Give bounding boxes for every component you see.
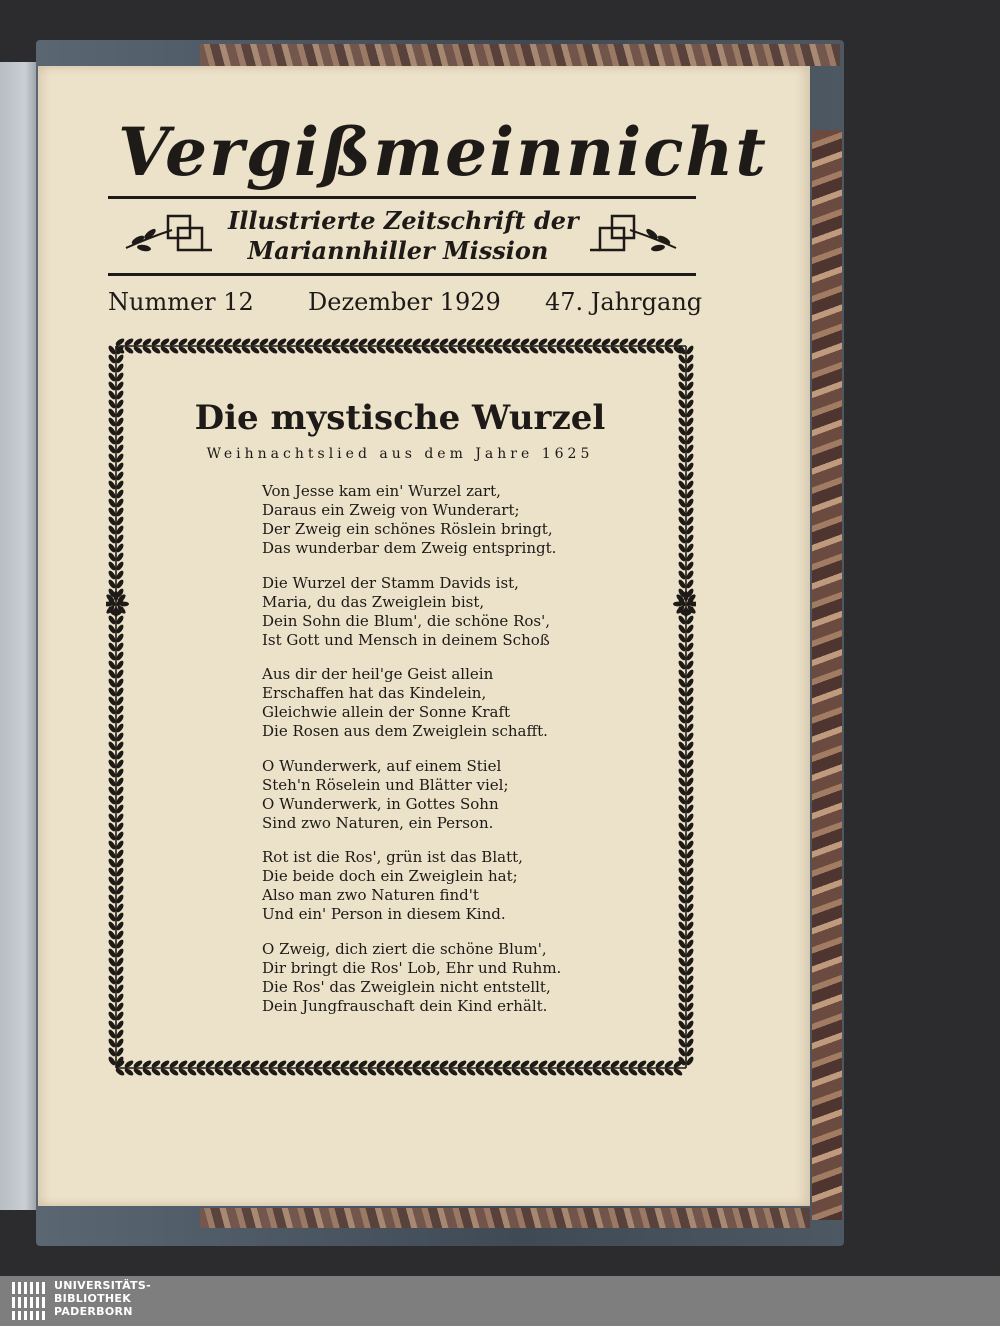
verse-line: Also man zwo Naturen find't	[262, 886, 479, 904]
right-sprig-ornament	[588, 208, 680, 262]
marbled-edge-bottom	[200, 1208, 810, 1228]
verse-line: Steh'n Röselein und Blätter viel;	[262, 775, 509, 794]
verse-line: Die beide doch ein Zweiglein hat;	[262, 867, 518, 885]
library-name-line-3: PADERBORN	[54, 1305, 133, 1318]
marbled-edge-top	[200, 44, 840, 66]
stanza	[262, 665, 592, 741]
masthead-rule-bottom	[108, 273, 696, 276]
stanza	[262, 848, 592, 924]
marbled-edge-right	[812, 130, 842, 1220]
verse-line: Gleichwie allein der Sonne Kraft	[262, 703, 511, 721]
masthead-rule-top	[108, 196, 696, 199]
facing-page-edge	[0, 62, 36, 1210]
verse-line: Dein Sohn die Blum', die schöne Ros',	[262, 611, 550, 630]
verse-line: Erschaffen hat das Kindelein,	[262, 684, 487, 702]
stanza	[262, 940, 592, 1016]
verse-line: Rot ist die Ros', grün ist das Blatt,	[262, 848, 523, 866]
stanza	[262, 482, 592, 558]
verse-line: Daraus ein Zweig von Wunderart;	[262, 501, 520, 519]
masthead-title: Vergißmeinnicht	[118, 113, 768, 191]
subtitle-line-2: Mariannhiller Mission	[247, 236, 549, 265]
verse-line: Und ein' Person in diesem Kind.	[262, 905, 506, 923]
issue-number: Nummer 12	[108, 288, 254, 316]
poem-title: Die mystische Wurzel	[194, 398, 606, 438]
verse-line: Die Ros' das Zweiglein nicht entstellt,	[262, 977, 551, 996]
subtitle-line-1: Illustrierte Zeitschrift der	[228, 206, 579, 235]
poem-subtitle: Weihnachtslied aus dem Jahre 1625	[206, 446, 594, 462]
verse-line: Die Wurzel der Stamm Davids ist,	[262, 573, 519, 592]
verse-line: Aus dir der heil'ge Geist allein	[262, 665, 494, 683]
library-name-line-1: UNIVERSITÄTS-	[54, 1279, 151, 1292]
library-name-line-2: BIBLIOTHEK	[54, 1292, 132, 1305]
verse-line: Dein Jungfrauschaft dein Kind erhält.	[262, 996, 548, 1015]
verse-line: Von Jesse kam ein' Wurzel zart,	[262, 482, 501, 500]
verse-line: Die Rosen aus dem Zweiglein schafft.	[262, 722, 548, 740]
verse-line: O Wunderwerk, auf einem Stiel	[262, 756, 502, 775]
issue-date: Dezember 1929	[308, 288, 501, 316]
stanza	[262, 574, 592, 650]
library-logo-icon	[10, 1280, 48, 1322]
verse-line: Maria, du das Zweiglein bist,	[262, 592, 485, 611]
verse-line: Das wunderbar dem Zweig entspringt.	[262, 539, 557, 557]
verse-line: Dir bringt die Ros' Lob, Ehr und Ruhm.	[262, 958, 562, 977]
masthead-subtitle	[228, 206, 579, 266]
verse-line: O Wunderwerk, in Gottes Sohn	[262, 794, 499, 813]
library-name	[54, 1279, 151, 1318]
volume-label: 47. Jahrgang	[545, 288, 703, 316]
verse-line: Sind zwo Naturen, ein Person.	[262, 813, 494, 832]
verse-line: Der Zweig ein schönes Röslein bringt,	[262, 520, 553, 538]
poem-body	[262, 482, 592, 1031]
verse-line: Ist Gott und Mensch in deinem Schoß	[262, 630, 550, 649]
left-sprig-ornament	[122, 208, 214, 262]
stanza	[262, 757, 592, 833]
verse-line: O Zweig, dich ziert die schöne Blum',	[262, 939, 547, 958]
